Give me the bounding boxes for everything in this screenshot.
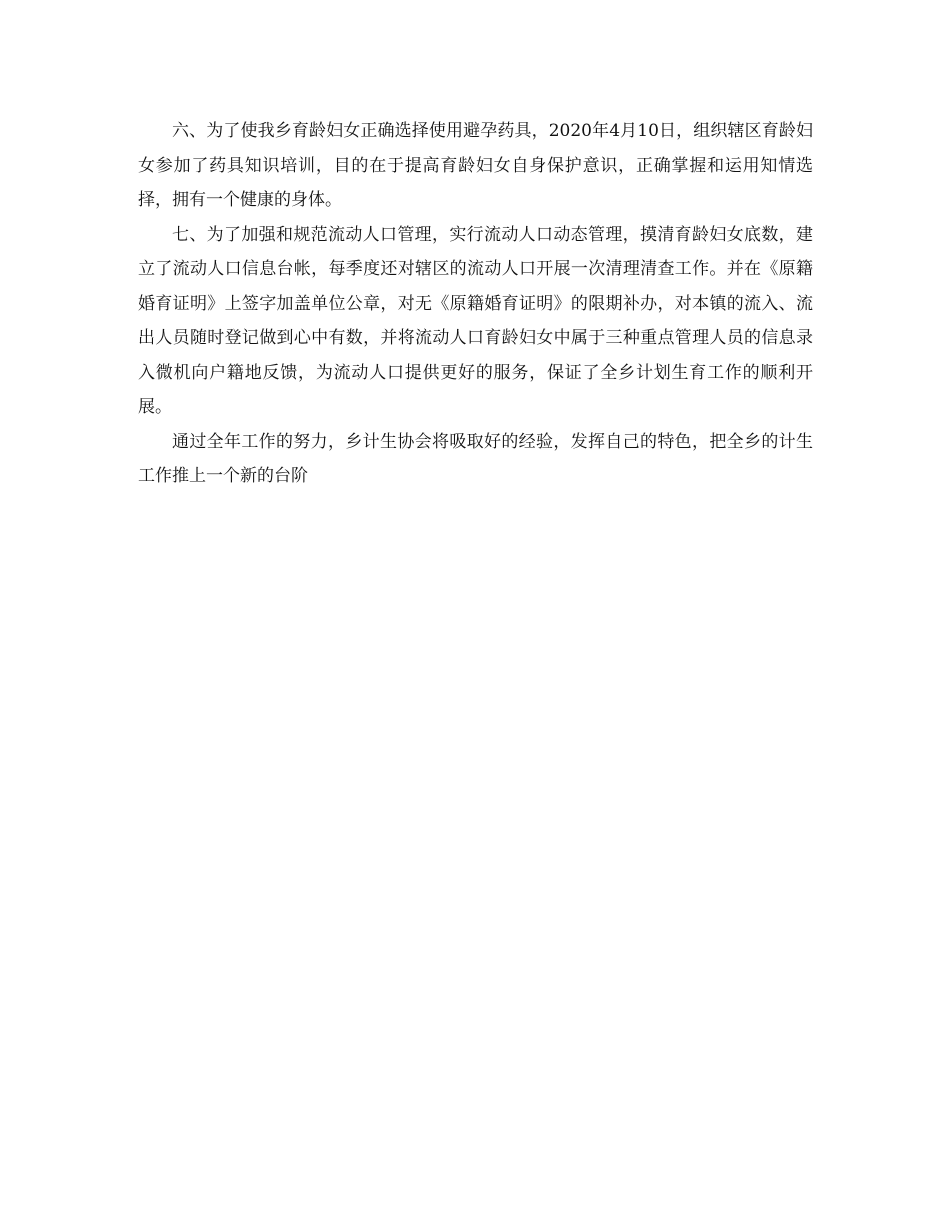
- paragraph-conclusion: 通过全年工作的努力，乡计生协会将吸取好的经验，发挥自己的特色，把全乡的计生工作推上一个新的台阶: [138, 431, 813, 486]
- paragraph-seven: 七、为了加强和规范流动人口管理，实行流动人口动态管理，摸清育龄妇女底数，建立了流动人口信息台帐，每季度还对辖区的流动人口开展一次清理清查工作。并在《原籍婚育证明》上签字加盖单位公章，对无《原籍婚育证明》的限期补办，对本镇的流入、流出人员随时登记做到心中有数，并将流动人口育龄妇女中属于三种重点管理人员的信息录入微机向户籍地反馈，为流动人口提供更好的服务，保证了全乡计划生育工作的顺利开展。: [138, 224, 813, 417]
- document-body: [138, 114, 813, 494]
- paragraph-six: 六、为了使我乡育龄妇女正确选择使用避孕药具，2020年4月10日，组织辖区育龄妇女参加了药具知识培训，目的在于提高育龄妇女自身保护意识，正确掌握和运用知情选择，拥有一个健康的身体。: [138, 121, 813, 210]
